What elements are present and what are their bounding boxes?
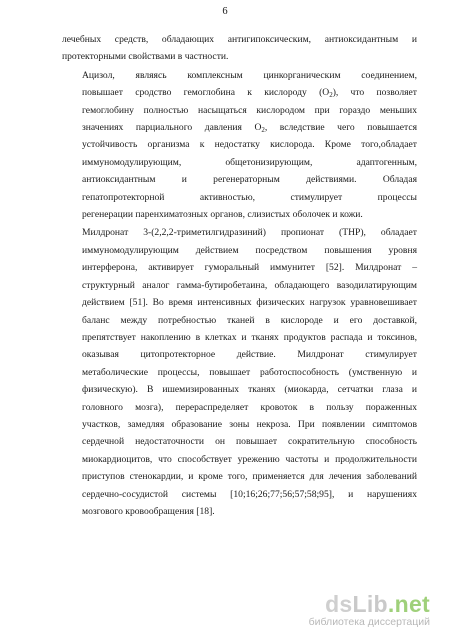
text-line: физическую). В ишемизированных тканях (миокарда, сетчатки глаза и (82, 384, 417, 396)
text-line: участков, замедляя образование зоны некроза. При появлении симптомов (82, 418, 417, 430)
text-line: гепатопротекторной активностью, стимулирует процессы (82, 191, 417, 203)
text-line: сердечной недостаточности он повышает сократительную способность (82, 436, 417, 448)
text-line: иммуномодулирующим действием посредством повышения уровня (82, 244, 417, 256)
text-line: значениях парциального давления $О_2$, вследствие чего повышается (82, 122, 417, 135)
text-line: препятствует накоплению в клетках и тканях продуктов распада и токсинов, (82, 331, 417, 343)
text-line: действием [51]. Во время интенсивных физических нагрузок уравновешивает (82, 297, 417, 309)
paragraph (62, 224, 417, 520)
text-line: Ацизол, являясь комплексным цинкорганическим соединением, (82, 69, 417, 81)
text-line: иммуномодулирующим, общетонизирующим, адаптогенным, (82, 156, 417, 168)
text-line: интерферона, активирует гуморальный иммунитет [52]. Милдронат – (82, 262, 417, 274)
text-line: повышает сродство гемоглобина к кислороду $(О_2)$, что позволяет (82, 87, 417, 100)
watermark-subtitle: библиотека диссертаций (308, 616, 430, 628)
text-line: лечебных средств, обладающих антигипоксическим, антиоксидантным и (62, 34, 417, 45)
text-line: регенерации паренхиматозных органов, слизистых оболочек и кожи. (82, 209, 363, 221)
body-text (62, 31, 417, 520)
paragraph (62, 67, 417, 224)
paragraph (62, 31, 417, 66)
text-line: устойчивость организма к недостатку кислорода. Кроме того,обладает (82, 139, 417, 151)
text-line: гемоглобину полностью насыщаться кислородом при гораздо меньших (82, 104, 417, 116)
text-line: оказывая цитопротекторное действие. Милдронат стимулирует (82, 349, 417, 361)
logo-lib: Lib (352, 591, 388, 617)
text-line: Милдронат 3-(2,2,2-триметилгидразиний) пропионат (ТНР), обладает (82, 227, 417, 239)
text-line: протекторными свойствами в частности. (62, 51, 229, 63)
text-line: мозгового кровообращения [18]. (82, 505, 215, 517)
dslib-logo (280, 592, 430, 616)
text-line: структурный аналог гамма-бутиробетаина, обладающего вазодилатирующим (82, 279, 417, 291)
logo-net: .net (387, 591, 430, 617)
logo-ds: ds (325, 591, 353, 617)
text-line: баланс между потребностью тканей в кислороде и его доставкой, (82, 314, 417, 326)
text-line: метаболические процессы, повышает работоспособность (умственную и (82, 366, 417, 378)
text-line: сердечно-сосудистой системы [10;16;26;77;56;57;58;95], и нарушениях (82, 488, 417, 500)
text-line: головного мозга), перераспределяет кровоток в пользу пораженных (82, 401, 417, 413)
dslib-watermark (280, 592, 430, 628)
text-line: миокардиоцитов, что способствует урежению частоты и продолжительности (82, 453, 417, 465)
text-line: приступов стенокардии, и кроме того, применяется для лечения заболеваний (82, 471, 417, 483)
page-number: 6 (222, 6, 228, 17)
text-line: антиоксидантным и регенераторным действиями. Обладая (82, 174, 417, 186)
